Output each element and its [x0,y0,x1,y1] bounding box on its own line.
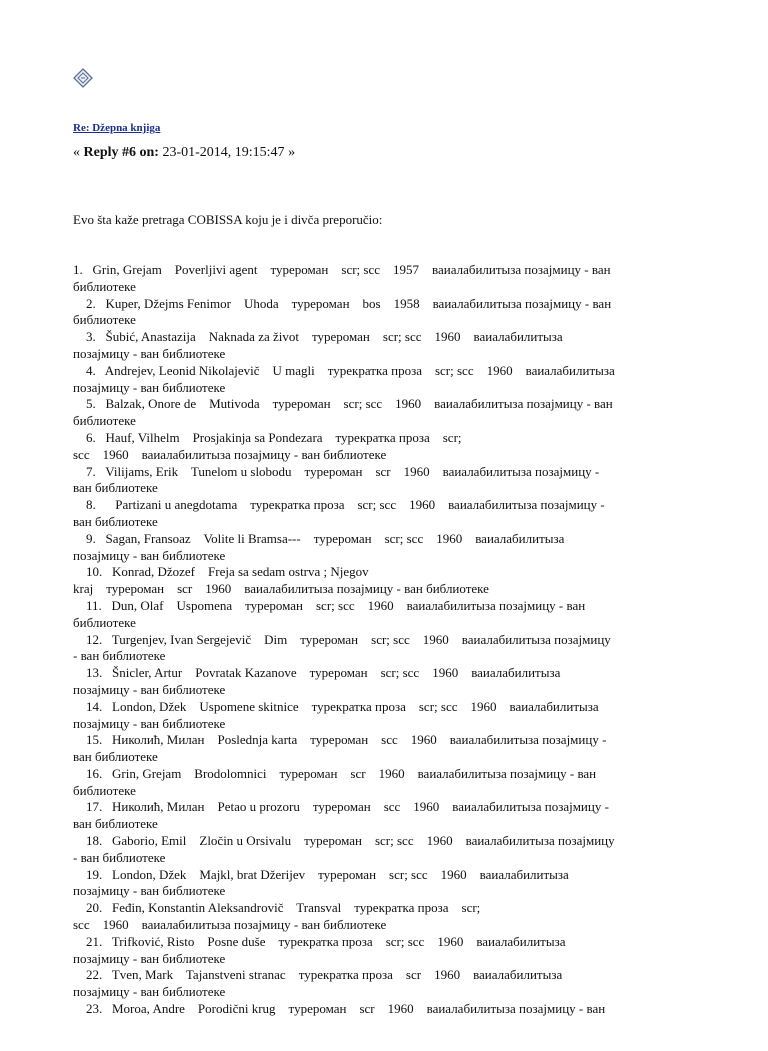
book-list-line: позајмицу - ван библиотеке [73,984,226,1000]
reply-number: Reply #6 on: [83,145,159,160]
book-list-line: 6. Hauf, Vilhelm Prosjakinja sa Pondezara турекратка проза scr; [73,429,462,445]
book-list-line: позајмицу - ван библиотеке [73,681,226,697]
book-list-line: 1. Grin, Grejam Poverljivi agent турероман scr; scc 1957 ваиалабилитыза позајмицу - ван [73,261,611,277]
book-list-line: 19. London, Džek Majkl, brat Džerijev турероман scr; scc 1960 ваиалабилитыза [73,866,569,882]
book-list-line: 18. Gaborio, Emil Zločin u Orsivalu турероман scr; scc 1960 ваиалабилитыза позајмицу [73,833,615,849]
book-list-line: 16. Grin, Grejam Brodolomnici турероман scr 1960 ваиалабилитыза позајмицу - ван [73,765,597,781]
book-list-line: 7. Vilijams, Erik Tunelom u slobodu турероман scr 1960 ваиалабилитыза позајмицу - [73,463,600,479]
post-body [73,178,698,1051]
book-list-line: scc 1960 ваиалабилитыза позајмицу - ван библиотеке [73,446,387,462]
book-list-line: 17. Николић, Милан Petao u prozoru турероман scc 1960 ваиалабилитыза позајмицу - [73,799,609,815]
book-list-line: 9. Sagan, Fransoaz Volite li Bramsa--- турероман scr; scc 1960 ваиалабилитыза [73,530,565,546]
book-list-line: 12. Turgenjev, Ivan Sergejevič Dim турероман scr; scc 1960 ваиалабилитыза позајмицу [73,631,611,647]
book-list-line: 2. Kuper, Džejms Fenimor Uhoda турероман bos 1958 ваиалабилитыза позајмицу - ван [73,295,612,311]
book-list-line: библиотеке [73,782,136,798]
book-list-line: 21. Trifković, Risto Posne duše турекратка проза scr; scc 1960 ваиалабилитыза [73,933,566,949]
book-list-line: ван библиотеке [73,816,158,832]
book-list-line: - ван библиотеке [73,849,166,865]
book-list-line: 13. Šnicler, Artur Povratak Kazanove турероман scr; scc 1960 ваиалабилитыза [73,665,561,681]
reply-header [73,145,295,161]
book-list-line: 3. Šubić, Anastazija Naknada za život турероман scr; scc 1960 ваиалабилитыза [73,329,563,345]
book-list-line: 20. Feđin, Konstantin Aleksandrovič Transval турекратка проза scr; [73,900,481,916]
book-list-line: библиотеке [73,413,136,429]
book-list-line: 15. Николић, Милан Poslednja karta турероман scc 1960 ваиалабилитыза позајмицу - [73,732,607,748]
reply-open-quote: « [73,145,80,160]
book-list-line: 22. Tven, Mark Tajanstveni stranac турекратка проза scr 1960 ваиалабилитыза [73,967,563,983]
book-list-line: kraj турероман scr 1960 ваиалабилитыза позајмицу - ван библиотеке [73,581,489,597]
book-list-line: позајмицу - ван библиотеке [73,547,226,563]
post-subject-link[interactable]: Re: Džepna knjiga [73,122,161,134]
post-intro: Evo šta kaže pretraga COBISSA koju je i divča preporučio: [73,211,383,227]
post-timestamp: 23-01-2014, 19:15:47 [162,145,285,160]
book-list-line: 11. Dun, Olaf Uspomena турероман scr; scc 1960 ваиалабилитыза позајмицу - ван [73,597,586,613]
post-diamond-icon[interactable] [72,68,94,88]
book-list-line: - ван библиотеке [73,648,166,664]
book-list-line: 14. London, Džek Uspomene skitnice турекратка проза scr; scc 1960 ваиалабилитыза [73,698,599,714]
book-list-line: библиотеке [73,312,136,328]
book-list-line: ван библиотеке [73,749,158,765]
book-list [73,262,698,1018]
book-list-line: позајмицу - ван библиотеке [73,715,226,731]
book-list-line: позајмицу - ван библиотеке [73,345,226,361]
book-list-line: библиотеке [73,614,136,630]
book-list-line: позајмицу - ван библиотеке [73,379,226,395]
book-list-line: ван библиотеке [73,513,158,529]
book-list-line: 10. Konrad, Džozef Freja sa sedam ostrva ; Njegov [73,564,369,580]
book-list-line: 8. Partizani u anegdotama турекратка проза scr; scc 1960 ваиалабилитыза позајмицу - [73,497,605,513]
book-list-line: 5. Balzak, Onore de Mutivoda турероман scr; scc 1960 ваиалабилитыза позајмицу - ван [73,396,613,412]
reply-close-quote: » [288,145,296,160]
book-list-line: ван библиотеке [73,480,158,496]
book-list-line: позајмицу - ван библиотеке [73,883,226,899]
book-list-line: scc 1960 ваиалабилитыза позајмицу - ван библиотеке [73,917,387,933]
book-list-line: библиотеке [73,278,136,294]
book-list-line: 4. Andrejev, Leonid Nikolajevič U magli турекратка проза scr; scc 1960 ваиалабилитыза [73,362,615,378]
book-list-line: 23. Moroa, Andre Porodični krug турероман scr 1960 ваиалабилитыза позајмицу - ван [73,1001,606,1017]
book-list-line: позајмицу - ван библиотеке [73,950,226,966]
